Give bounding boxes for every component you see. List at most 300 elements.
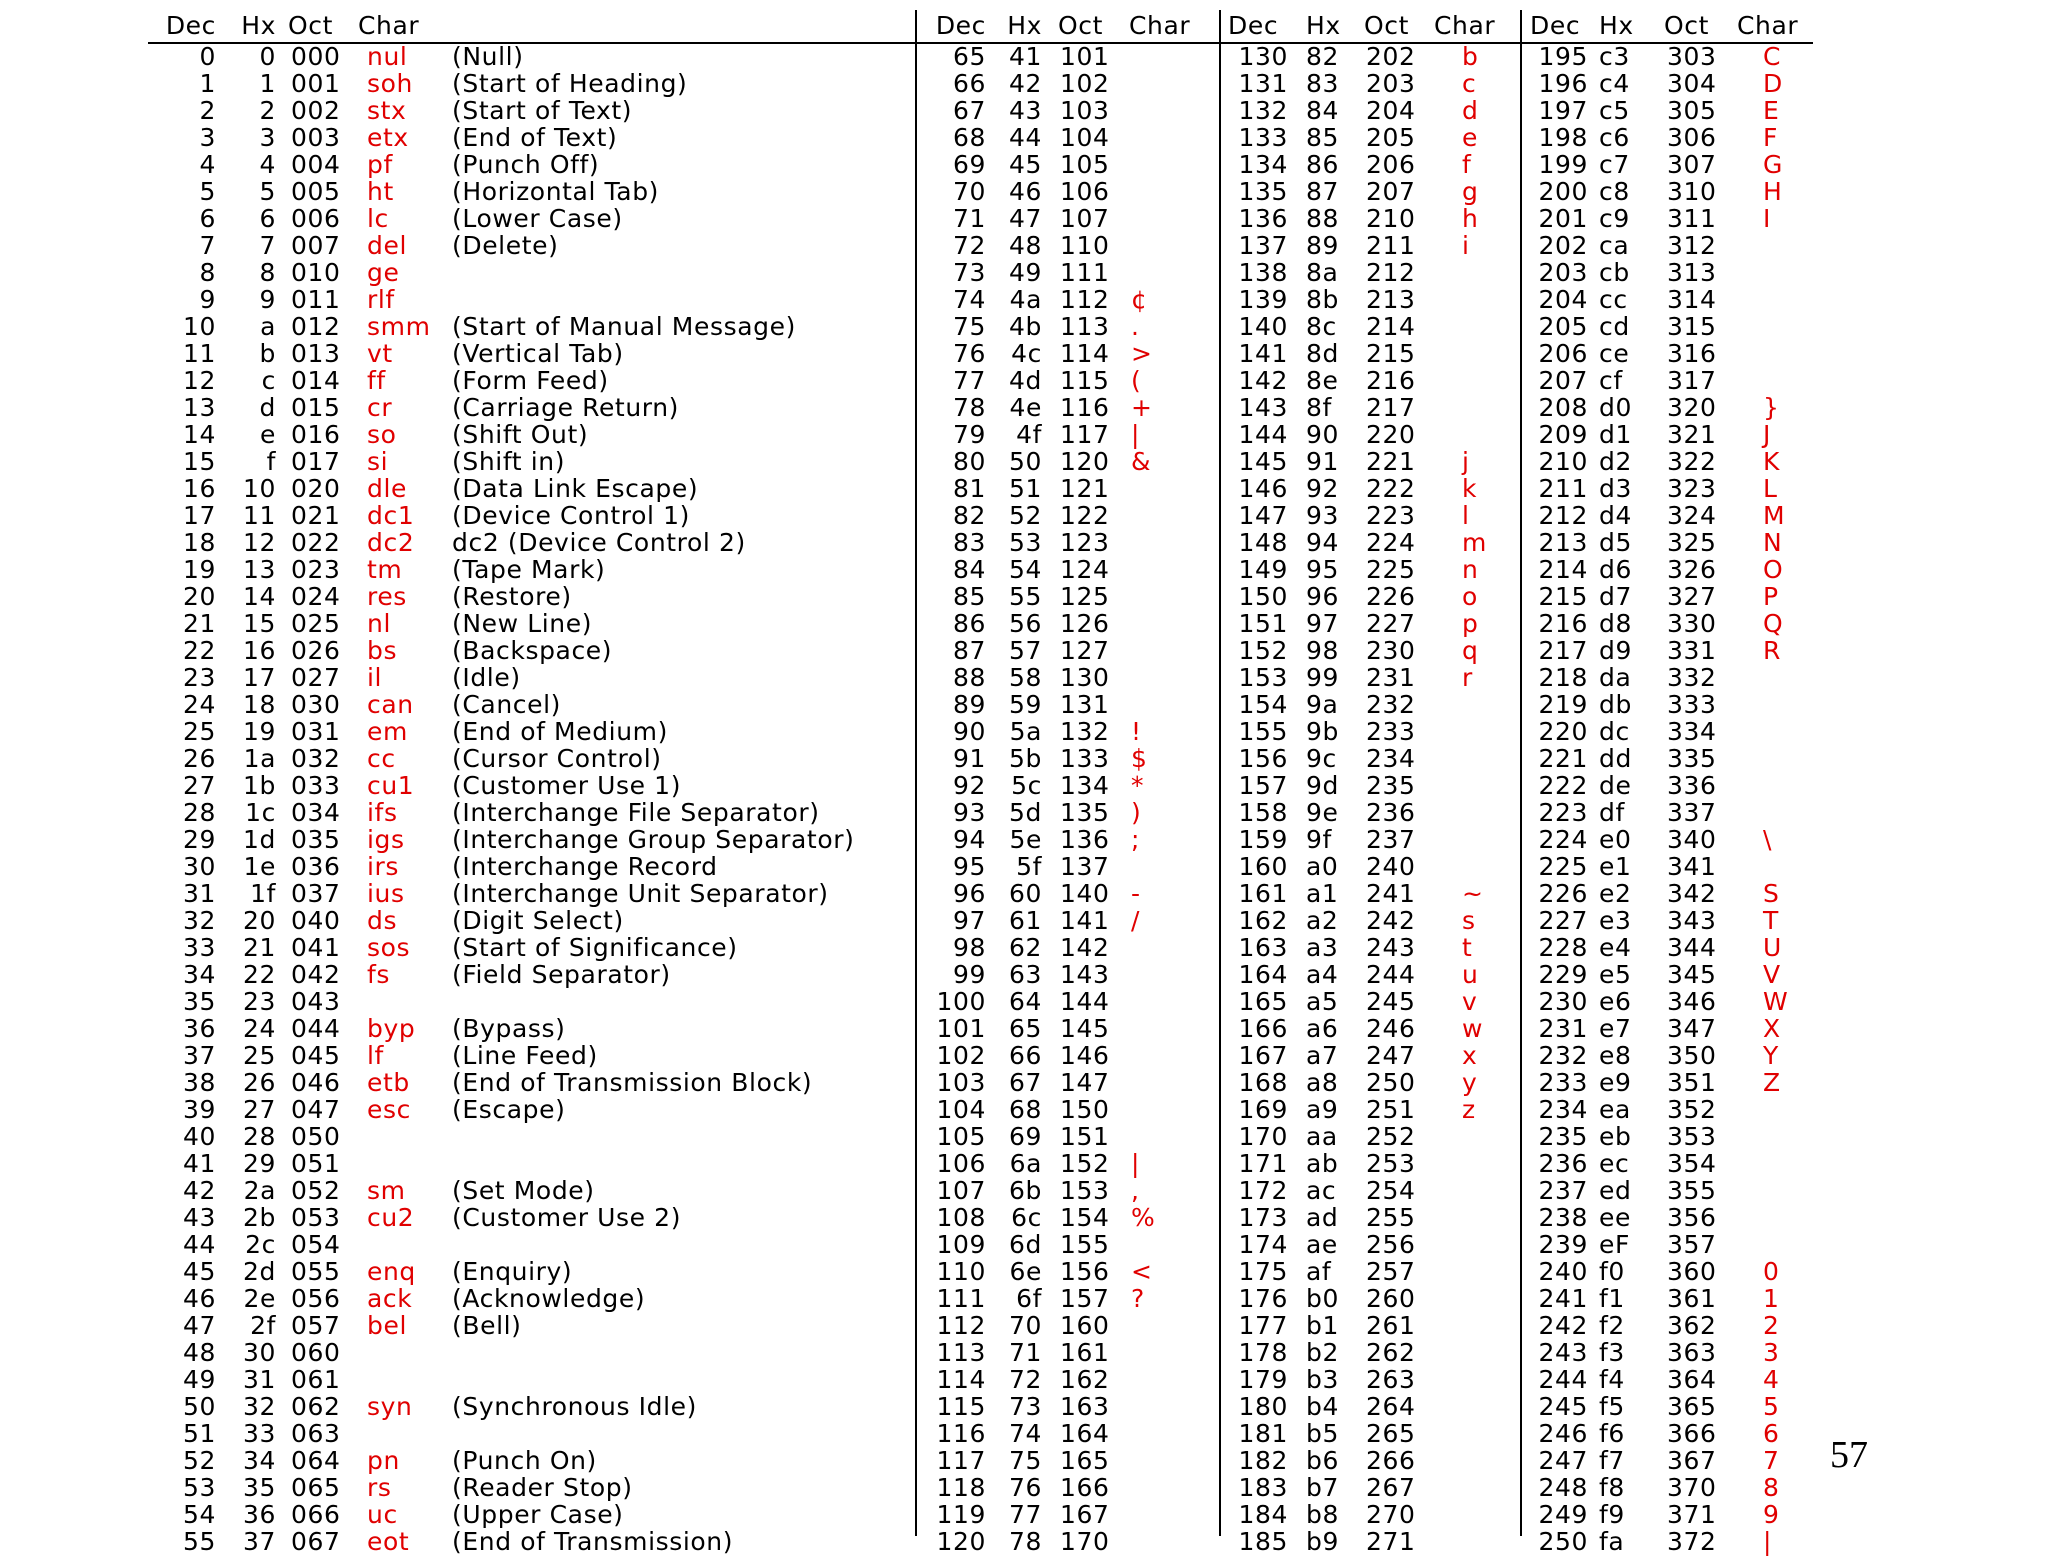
cell-hex: 1b xyxy=(243,771,276,800)
cell-desc: (Customer Use 1) xyxy=(452,771,682,800)
cell-char: C xyxy=(1763,42,1782,71)
cell-char: ( xyxy=(1131,366,1142,395)
cell-hex: ee xyxy=(1599,1203,1631,1232)
cell-hex: e xyxy=(260,420,276,449)
cell-hex: d4 xyxy=(1599,501,1632,530)
cell-dec: 71 xyxy=(952,204,986,233)
cell-hex: a5 xyxy=(1306,987,1339,1016)
cell-oct: 143 xyxy=(1060,960,1110,989)
cell-oct: 307 xyxy=(1667,150,1717,179)
cell-oct: 036 xyxy=(291,852,341,881)
cell-dec: 157 xyxy=(1238,771,1288,800)
cell-char: can xyxy=(367,690,414,719)
cell-char: stx xyxy=(367,96,407,125)
cell-hex: 99 xyxy=(1306,663,1340,692)
cell-dec: 156 xyxy=(1238,744,1288,773)
cell-dec: 197 xyxy=(1538,96,1588,125)
cell-oct: 306 xyxy=(1667,123,1717,152)
cell-char: enq xyxy=(367,1257,416,1286)
cell-dec: 52 xyxy=(182,1446,216,1475)
cell-dec: 32 xyxy=(182,906,216,935)
cell-hex: 30 xyxy=(242,1338,276,1367)
cell-oct: 330 xyxy=(1667,609,1717,638)
cell-char: ff xyxy=(367,366,386,395)
cell-char: 2 xyxy=(1763,1311,1780,1340)
cell-hex: c7 xyxy=(1599,150,1630,179)
cell-dec: 179 xyxy=(1238,1365,1288,1394)
cell-hex: f2 xyxy=(1599,1311,1625,1340)
column-header-dec: Dec xyxy=(1228,11,1279,40)
cell-dec: 185 xyxy=(1238,1527,1288,1556)
cell-char: % xyxy=(1131,1203,1156,1232)
cell-dec: 218 xyxy=(1538,663,1588,692)
cell-oct: 130 xyxy=(1060,663,1110,692)
cell-oct: 123 xyxy=(1060,528,1110,557)
cell-oct: 355 xyxy=(1667,1176,1717,1205)
cell-dec: 104 xyxy=(936,1095,986,1124)
cell-oct: 345 xyxy=(1667,960,1717,989)
cell-dec: 235 xyxy=(1538,1122,1588,1151)
cell-dec: 23 xyxy=(182,663,216,692)
cell-dec: 77 xyxy=(952,366,986,395)
cell-desc: (Delete) xyxy=(452,231,559,260)
cell-char: J xyxy=(1763,420,1771,449)
cell-hex: b4 xyxy=(1306,1392,1339,1421)
cell-hex: 83 xyxy=(1306,69,1340,98)
cell-dec: 41 xyxy=(182,1149,216,1178)
cell-char: / xyxy=(1131,906,1141,935)
cell-char: e xyxy=(1462,123,1478,152)
cell-dec: 90 xyxy=(952,717,986,746)
cell-dec: 35 xyxy=(182,987,216,1016)
cell-oct: 015 xyxy=(291,393,341,422)
cell-char: rs xyxy=(367,1473,392,1502)
cell-char: ge xyxy=(367,258,400,287)
cell-hex: d7 xyxy=(1599,582,1632,611)
cell-oct: 316 xyxy=(1667,339,1717,368)
cell-dec: 133 xyxy=(1238,123,1288,152)
cell-dec: 79 xyxy=(952,420,986,449)
cell-char: sos xyxy=(367,933,411,962)
cell-oct: 012 xyxy=(291,312,341,341)
cell-oct: 247 xyxy=(1366,1041,1416,1070)
cell-desc: (Start of Manual Message) xyxy=(452,312,796,341)
cell-dec: 39 xyxy=(182,1095,216,1124)
cell-hex: f0 xyxy=(1599,1257,1625,1286)
column-header-dec: Dec xyxy=(165,11,216,40)
cell-oct: 341 xyxy=(1667,852,1717,881)
cell-hex: eF xyxy=(1599,1230,1630,1259)
cell-oct: 212 xyxy=(1366,258,1416,287)
cell-dec: 145 xyxy=(1238,447,1288,476)
cell-char: F xyxy=(1763,123,1778,152)
cell-hex: 53 xyxy=(1008,528,1042,557)
cell-hex: 69 xyxy=(1008,1122,1042,1151)
cell-char: - xyxy=(1131,879,1141,908)
cell-oct: 004 xyxy=(291,150,341,179)
cell-dec: 220 xyxy=(1538,717,1588,746)
cell-hex: e2 xyxy=(1599,879,1632,908)
cell-dec: 14 xyxy=(182,420,216,449)
column-header-char: Char xyxy=(1129,11,1191,40)
cell-hex: f xyxy=(266,447,276,476)
cell-dec: 109 xyxy=(936,1230,986,1259)
cell-dec: 15 xyxy=(182,447,216,476)
cell-char: 8 xyxy=(1763,1473,1780,1502)
cell-dec: 55 xyxy=(182,1527,216,1556)
cell-oct: 206 xyxy=(1366,150,1416,179)
cell-oct: 312 xyxy=(1667,231,1717,260)
cell-oct: 360 xyxy=(1667,1257,1717,1286)
cell-char: cc xyxy=(367,744,396,773)
cell-char: Y xyxy=(1763,1041,1779,1070)
cell-oct: 367 xyxy=(1667,1446,1717,1475)
cell-hex: 50 xyxy=(1008,447,1042,476)
cell-hex: 33 xyxy=(242,1419,276,1448)
cell-char: q xyxy=(1462,636,1479,665)
cell-dec: 83 xyxy=(952,528,986,557)
cell-oct: 372 xyxy=(1667,1527,1717,1556)
cell-oct: 147 xyxy=(1060,1068,1110,1097)
cell-desc: (Lower Case) xyxy=(452,204,623,233)
cell-oct: 257 xyxy=(1366,1257,1416,1286)
cell-dec: 49 xyxy=(182,1365,216,1394)
cell-hex: 41 xyxy=(1008,42,1042,71)
cell-oct: 060 xyxy=(291,1338,341,1367)
cell-dec: 224 xyxy=(1538,825,1588,854)
cell-hex: 54 xyxy=(1008,555,1042,584)
cell-oct: 166 xyxy=(1060,1473,1110,1502)
cell-hex: 4d xyxy=(1009,366,1042,395)
cell-dec: 202 xyxy=(1538,231,1588,260)
cell-dec: 206 xyxy=(1538,339,1588,368)
cell-dec: 114 xyxy=(936,1365,986,1394)
cell-char: nl xyxy=(367,609,391,638)
cell-oct: 132 xyxy=(1060,717,1110,746)
cell-hex: 19 xyxy=(242,717,276,746)
cell-hex: a3 xyxy=(1306,933,1339,962)
cell-hex: 61 xyxy=(1008,906,1042,935)
cell-dec: 115 xyxy=(936,1392,986,1421)
cell-dec: 153 xyxy=(1238,663,1288,692)
cell-char: del xyxy=(367,231,407,260)
cell-hex: ec xyxy=(1599,1149,1630,1178)
cell-hex: d5 xyxy=(1599,528,1632,557)
cell-dec: 10 xyxy=(182,312,216,341)
cell-oct: 065 xyxy=(291,1473,341,1502)
cell-dec: 223 xyxy=(1538,798,1588,827)
cell-dec: 247 xyxy=(1538,1446,1588,1475)
cell-char: V xyxy=(1763,960,1781,989)
cell-hex: 85 xyxy=(1306,123,1340,152)
cell-dec: 16 xyxy=(182,474,216,503)
cell-oct: 363 xyxy=(1667,1338,1717,1367)
cell-dec: 11 xyxy=(182,339,216,368)
cell-hex: 8d xyxy=(1306,339,1339,368)
cell-hex: f8 xyxy=(1599,1473,1625,1502)
cell-dec: 136 xyxy=(1238,204,1288,233)
cell-char: rlf xyxy=(367,285,395,314)
cell-dec: 168 xyxy=(1238,1068,1288,1097)
cell-oct: 150 xyxy=(1060,1095,1110,1124)
cell-dec: 9 xyxy=(199,285,216,314)
cell-char: irs xyxy=(367,852,400,881)
cell-char: , xyxy=(1131,1176,1140,1205)
cell-hex: 88 xyxy=(1306,204,1340,233)
cell-dec: 216 xyxy=(1538,609,1588,638)
cell-char: soh xyxy=(367,69,413,98)
cell-dec: 67 xyxy=(952,96,986,125)
cell-oct: 141 xyxy=(1060,906,1110,935)
cell-oct: 163 xyxy=(1060,1392,1110,1421)
cell-dec: 183 xyxy=(1238,1473,1288,1502)
cell-dec: 163 xyxy=(1238,933,1288,962)
cell-dec: 184 xyxy=(1238,1500,1288,1529)
cell-oct: 334 xyxy=(1667,717,1717,746)
cell-oct: 361 xyxy=(1667,1284,1717,1313)
cell-oct: 332 xyxy=(1667,663,1717,692)
cell-oct: 057 xyxy=(291,1311,341,1340)
cell-oct: 105 xyxy=(1060,150,1110,179)
cell-oct: 047 xyxy=(291,1095,341,1124)
cell-oct: 120 xyxy=(1060,447,1110,476)
cell-dec: 101 xyxy=(936,1014,986,1043)
cell-hex: 12 xyxy=(242,528,276,557)
cell-dec: 172 xyxy=(1238,1176,1288,1205)
cell-dec: 3 xyxy=(199,123,216,152)
cell-dec: 1 xyxy=(199,69,216,98)
cell-oct: 026 xyxy=(291,636,341,665)
column-header-hex: Hx xyxy=(1007,11,1042,40)
cell-char: 7 xyxy=(1763,1446,1780,1475)
cell-dec: 30 xyxy=(182,852,216,881)
cell-oct: 221 xyxy=(1366,447,1416,476)
cell-dec: 201 xyxy=(1538,204,1588,233)
column-divider-1 xyxy=(915,10,917,1536)
cell-hex: 91 xyxy=(1306,447,1340,476)
cell-char: vt xyxy=(367,339,393,368)
cell-dec: 182 xyxy=(1238,1446,1288,1475)
cell-oct: 125 xyxy=(1060,582,1110,611)
cell-hex: ac xyxy=(1306,1176,1337,1205)
cell-char: ~ xyxy=(1462,879,1484,908)
cell-dec: 108 xyxy=(936,1203,986,1232)
cell-hex: 42 xyxy=(1008,69,1042,98)
cell-char: byp xyxy=(367,1014,416,1043)
cell-oct: 116 xyxy=(1060,393,1110,422)
cell-dec: 212 xyxy=(1538,501,1588,530)
cell-dec: 47 xyxy=(182,1311,216,1340)
cell-oct: 336 xyxy=(1667,771,1717,800)
cell-desc: (Shift Out) xyxy=(452,420,589,449)
cell-char: & xyxy=(1131,447,1152,476)
cell-oct: 146 xyxy=(1060,1041,1110,1070)
cell-hex: b7 xyxy=(1306,1473,1339,1502)
cell-char: x xyxy=(1462,1041,1478,1070)
cell-oct: 056 xyxy=(291,1284,341,1313)
cell-char: sm xyxy=(367,1176,406,1205)
cell-dec: 148 xyxy=(1238,528,1288,557)
cell-oct: 124 xyxy=(1060,555,1110,584)
cell-char: v xyxy=(1462,987,1478,1016)
cell-hex: 66 xyxy=(1008,1041,1042,1070)
cell-desc: (Idle) xyxy=(452,663,521,692)
cell-desc: (Cancel) xyxy=(452,690,561,719)
cell-oct: 106 xyxy=(1060,177,1110,206)
cell-hex: a6 xyxy=(1306,1014,1339,1043)
cell-hex: c9 xyxy=(1599,204,1630,233)
cell-oct: 133 xyxy=(1060,744,1110,773)
cell-hex: 0 xyxy=(259,42,276,71)
cell-dec: 94 xyxy=(952,825,986,854)
cell-hex: 25 xyxy=(242,1041,276,1070)
cell-hex: 63 xyxy=(1008,960,1042,989)
cell-dec: 65 xyxy=(952,42,986,71)
cell-dec: 140 xyxy=(1238,312,1288,341)
cell-desc: (Bypass) xyxy=(452,1014,566,1043)
cell-dec: 209 xyxy=(1538,420,1588,449)
cell-oct: 236 xyxy=(1366,798,1416,827)
cell-oct: 043 xyxy=(291,987,341,1016)
cell-hex: 6f xyxy=(1016,1284,1042,1313)
cell-hex: 31 xyxy=(242,1365,276,1394)
cell-dec: 146 xyxy=(1238,474,1288,503)
cell-dec: 239 xyxy=(1538,1230,1588,1259)
cell-dec: 19 xyxy=(182,555,216,584)
cell-dec: 38 xyxy=(182,1068,216,1097)
cell-char: 5 xyxy=(1763,1392,1780,1421)
cell-desc: (Interchange Unit Separator) xyxy=(452,879,829,908)
cell-hex: 65 xyxy=(1008,1014,1042,1043)
column-header-oct: Oct xyxy=(1058,11,1104,40)
cell-char: \ xyxy=(1763,825,1773,854)
cell-dec: 105 xyxy=(936,1122,986,1151)
cell-char: pn xyxy=(367,1446,400,1475)
cell-char: s xyxy=(1462,906,1476,935)
cell-dec: 0 xyxy=(199,42,216,71)
cell-oct: 234 xyxy=(1366,744,1416,773)
cell-dec: 232 xyxy=(1538,1041,1588,1070)
cell-dec: 76 xyxy=(952,339,986,368)
cell-hex: 18 xyxy=(242,690,276,719)
cell-char: i xyxy=(1462,231,1470,260)
cell-hex: b2 xyxy=(1306,1338,1339,1367)
cell-dec: 227 xyxy=(1538,906,1588,935)
cell-dec: 112 xyxy=(936,1311,986,1340)
cell-dec: 210 xyxy=(1538,447,1588,476)
cell-char: l xyxy=(1462,501,1470,530)
cell-hex: c xyxy=(261,366,276,395)
cell-oct: 042 xyxy=(291,960,341,989)
cell-oct: 315 xyxy=(1667,312,1717,341)
cell-dec: 208 xyxy=(1538,393,1588,422)
cell-hex: 73 xyxy=(1008,1392,1042,1421)
cell-oct: 356 xyxy=(1667,1203,1717,1232)
cell-char: igs xyxy=(367,825,405,854)
cell-oct: 027 xyxy=(291,663,341,692)
cell-char: bel xyxy=(367,1311,407,1340)
cell-dec: 130 xyxy=(1238,42,1288,71)
cell-char: ack xyxy=(367,1284,413,1313)
cell-desc: (Carriage Return) xyxy=(452,393,680,422)
cell-hex: 55 xyxy=(1008,582,1042,611)
cell-hex: 96 xyxy=(1306,582,1340,611)
column-header-dec: Dec xyxy=(1530,11,1581,40)
cell-dec: 131 xyxy=(1238,69,1288,98)
cell-dec: 87 xyxy=(952,636,986,665)
cell-hex: a2 xyxy=(1306,906,1339,935)
cell-hex: b1 xyxy=(1306,1311,1339,1340)
cell-char: etb xyxy=(367,1068,410,1097)
cell-oct: 040 xyxy=(291,906,341,935)
cell-dec: 7 xyxy=(199,231,216,260)
cell-oct: 213 xyxy=(1366,285,1416,314)
cell-hex: 17 xyxy=(242,663,276,692)
cell-hex: a xyxy=(260,312,276,341)
cell-dec: 243 xyxy=(1538,1338,1588,1367)
cell-hex: c3 xyxy=(1599,42,1630,71)
cell-hex: 44 xyxy=(1008,123,1042,152)
cell-oct: 344 xyxy=(1667,933,1717,962)
cell-char: L xyxy=(1763,474,1778,503)
cell-char: 4 xyxy=(1763,1365,1780,1394)
cell-hex: d2 xyxy=(1599,447,1632,476)
cell-dec: 98 xyxy=(952,933,986,962)
cell-desc: (Synchronous Idle) xyxy=(452,1392,697,1421)
cell-dec: 6 xyxy=(199,204,216,233)
cell-hex: 4f xyxy=(1016,420,1042,449)
cell-dec: 29 xyxy=(182,825,216,854)
cell-dec: 181 xyxy=(1238,1419,1288,1448)
cell-char: | xyxy=(1763,1527,1773,1556)
cell-char: Q xyxy=(1763,609,1784,638)
cell-dec: 170 xyxy=(1238,1122,1288,1151)
cell-dec: 117 xyxy=(936,1446,986,1475)
cell-oct: 017 xyxy=(291,447,341,476)
cell-oct: 351 xyxy=(1667,1068,1717,1097)
cell-dec: 147 xyxy=(1238,501,1288,530)
cell-oct: 103 xyxy=(1060,96,1110,125)
cell-oct: 264 xyxy=(1366,1392,1416,1421)
cell-hex: b xyxy=(259,339,276,368)
cell-hex: b3 xyxy=(1306,1365,1339,1394)
cell-char: U xyxy=(1763,933,1782,962)
cell-oct: 320 xyxy=(1667,393,1717,422)
cell-char: ! xyxy=(1131,717,1142,746)
cell-char: b xyxy=(1462,42,1479,71)
cell-hex: ea xyxy=(1599,1095,1631,1124)
cell-hex: f4 xyxy=(1599,1365,1625,1394)
cell-dec: 91 xyxy=(952,744,986,773)
cell-desc: (End of Transmission Block) xyxy=(452,1068,813,1097)
cell-dec: 18 xyxy=(182,528,216,557)
cell-char: H xyxy=(1763,177,1783,206)
cell-dec: 205 xyxy=(1538,312,1588,341)
cell-desc: (Acknowledge) xyxy=(452,1284,646,1313)
cell-char: | xyxy=(1131,420,1141,449)
cell-hex: 5 xyxy=(259,177,276,206)
cell-oct: 342 xyxy=(1667,879,1717,908)
cell-hex: 48 xyxy=(1008,231,1042,260)
cell-oct: 010 xyxy=(291,258,341,287)
cell-oct: 063 xyxy=(291,1419,341,1448)
cell-char: dle xyxy=(367,474,407,503)
cell-oct: 326 xyxy=(1667,555,1717,584)
cell-hex: 5c xyxy=(1011,771,1042,800)
cell-desc: (Upper Case) xyxy=(452,1500,624,1529)
cell-oct: 253 xyxy=(1366,1149,1416,1178)
cell-hex: ca xyxy=(1599,231,1630,260)
